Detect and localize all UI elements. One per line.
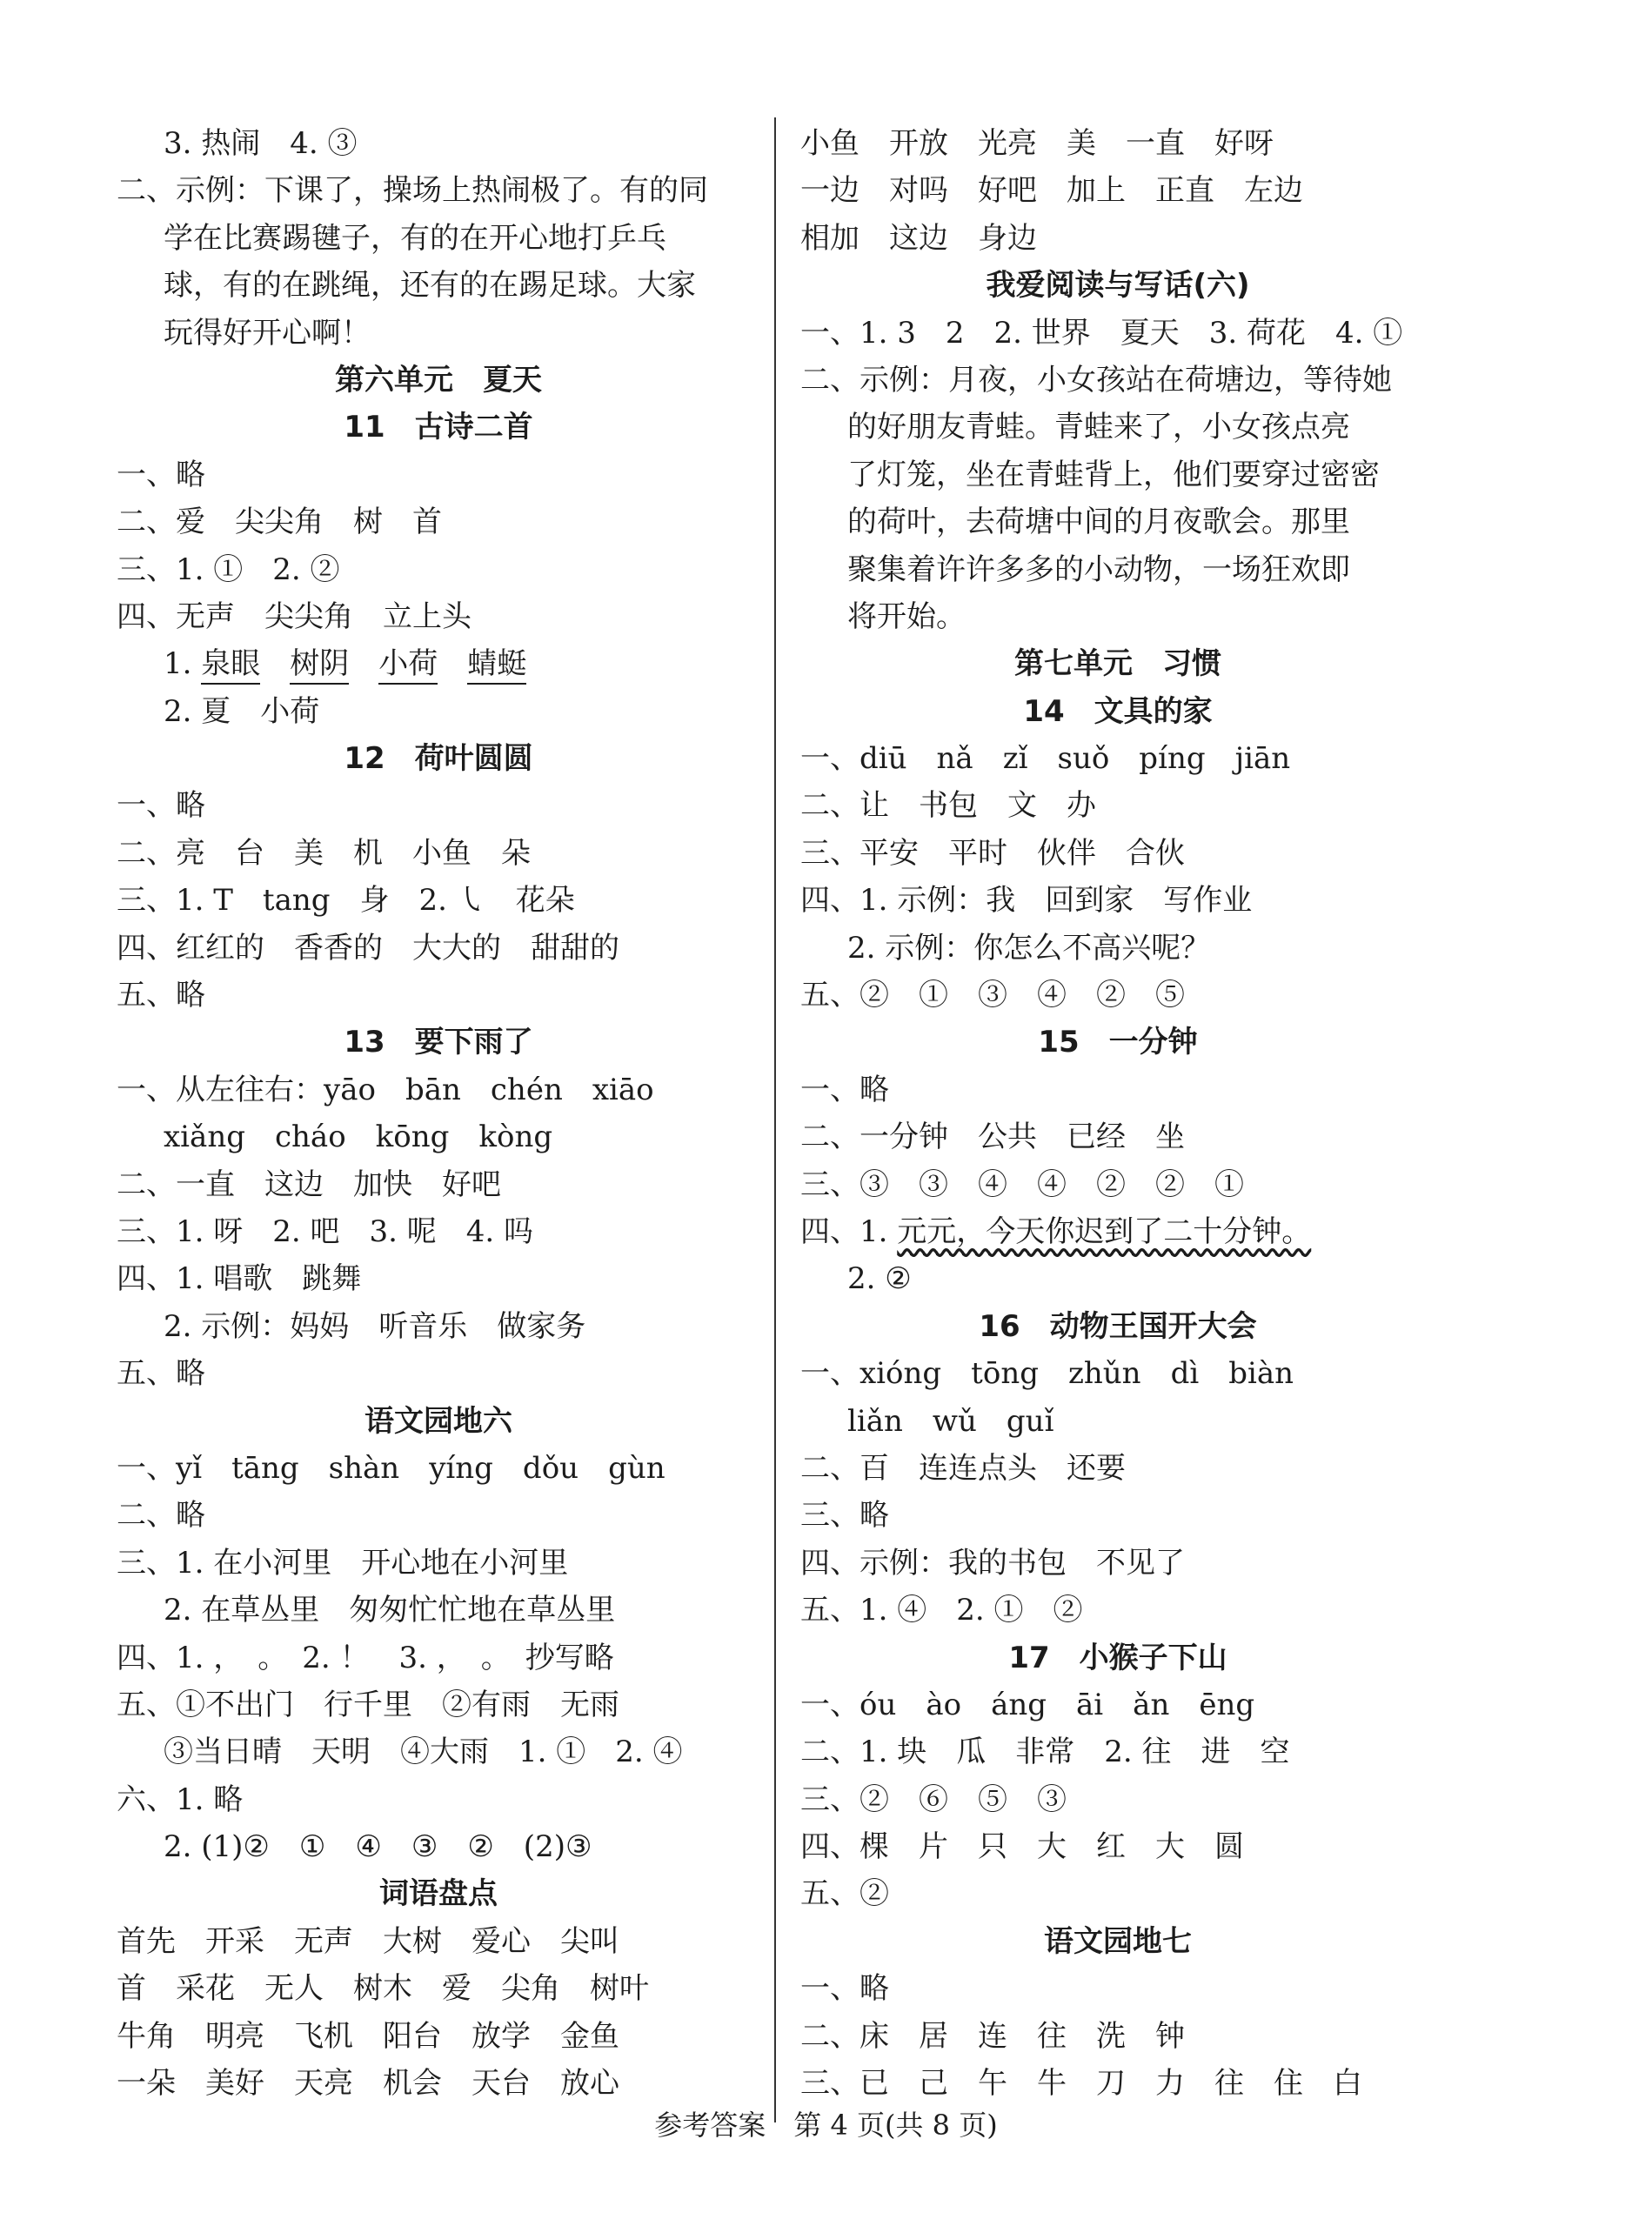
answer-line: 二、略 bbox=[117, 1498, 205, 1534]
answer-line: 五、② bbox=[800, 1876, 889, 1912]
answer-line: 三、② ⑥ ⑤ ③ bbox=[800, 1781, 1067, 1817]
answer-line: 二、示例：月夜，小女孩站在荷塘边，等待她 bbox=[800, 362, 1392, 398]
answer-line: 球，有的在跳绳，还有的在踢足球。大家 bbox=[164, 268, 696, 304]
answer-line: 相加 这边 身边 bbox=[800, 220, 1037, 256]
section-heading: 11 古诗二首 bbox=[344, 410, 533, 445]
answer-line: 一朵 美好 天亮 机会 天台 放心 bbox=[117, 2066, 619, 2102]
answer-line: 三、1. ① 2. ② bbox=[117, 551, 340, 587]
answer-line: 3. 热闹 4. ③ bbox=[164, 126, 358, 161]
answer-line: 三、1. 呀 2. 吧 3. 呢 4. 吗 bbox=[117, 1213, 533, 1249]
section-heading: 我爱阅读与写话(六) bbox=[986, 268, 1250, 304]
answer-line: 一边 对吗 好吧 加上 正直 左边 bbox=[800, 173, 1303, 209]
answer-line: 一、略 bbox=[800, 1971, 889, 2007]
answer-line: 四、红红的 香香的 大大的 甜甜的 bbox=[117, 930, 619, 966]
answer-line: ③当日晴 天明 ④大雨 1. ① 2. ④ bbox=[164, 1735, 683, 1770]
answer-line: 一、略 bbox=[117, 788, 205, 824]
answer-line: 二、一直 这边 加快 好吧 bbox=[117, 1166, 501, 1202]
answer-line: 首 采花 无人 树木 爱 尖角 树叶 bbox=[117, 1971, 649, 2007]
answer-line: 将开始。 bbox=[847, 598, 966, 634]
answer-line: 了灯笼，坐在青蛙背上，他们要穿过密密 bbox=[847, 457, 1380, 492]
answer-line: 四、1. ， 。 2. ！ 3. ， 。 抄写略 bbox=[117, 1640, 614, 1675]
section-heading: 14 文具的家 bbox=[1023, 693, 1213, 729]
answer-line: xiǎng cháo kōng kòng bbox=[164, 1120, 553, 1155]
answer-line: 二、床 居 连 往 洗 钟 bbox=[800, 2018, 1185, 2054]
answer-line: 一、略 bbox=[117, 457, 205, 492]
section-heading: 词语盘点 bbox=[379, 1876, 498, 1912]
answer-line: 四、1. 示例：我 回到家 写作业 bbox=[800, 883, 1253, 919]
answer-line: 的荷叶，去荷塘中间的月夜歌会。那里 bbox=[847, 505, 1350, 540]
underlined-word: 小荷 bbox=[378, 646, 438, 685]
answer-line: 三、已 己 午 牛 刀 力 往 住 白 bbox=[800, 2066, 1362, 2102]
answer-line: 二、让 书包 文 办 bbox=[800, 788, 1096, 824]
answer-line: 二、亮 台 美 机 小鱼 朵 bbox=[117, 835, 531, 871]
section-heading: 第六单元 夏天 bbox=[335, 362, 542, 398]
column-divider bbox=[774, 117, 776, 2122]
answer-line: 四、示例：我的书包 不见了 bbox=[800, 1545, 1185, 1581]
answer-line: 五、①不出门 行千里 ②有雨 无雨 bbox=[117, 1687, 619, 1722]
answer-line: 2. 夏 小荷 bbox=[164, 693, 320, 729]
answer-line: 四、无声 尖尖角 立上头 bbox=[117, 598, 472, 634]
answer-line: 三、1. 在小河里 开心地在小河里 bbox=[117, 1545, 569, 1581]
answer-prefix: 四、1. bbox=[800, 1213, 898, 1249]
answer-line: 一、略 bbox=[800, 1072, 889, 1107]
answer-line: 一、从左往右：yāo bān chén xiāo bbox=[117, 1072, 654, 1107]
answer-prefix: 1. bbox=[164, 646, 202, 682]
answer-line: 四、棵 片 只 大 红 大 圆 bbox=[800, 1829, 1244, 1865]
answer-line: 三、1. T tang 身 2. ㇂ 花朵 bbox=[117, 883, 575, 919]
section-heading: 语文园地六 bbox=[365, 1403, 512, 1439]
right-column bbox=[800, 120, 1435, 2107]
section-heading: 语文园地七 bbox=[1044, 1923, 1192, 1959]
answer-line: 牛角 明亮 飞机 阳台 放学 金鱼 bbox=[117, 2018, 619, 2054]
answer-line: liǎn wǔ guǐ bbox=[847, 1403, 1054, 1439]
answer-line: 五、② ① ③ ④ ② ⑤ bbox=[800, 978, 1185, 1013]
answer-line: 三、③ ③ ④ ④ ② ② ① bbox=[800, 1166, 1244, 1202]
answer-line: 二、示例：下课了，操场上热闹极了。有的同 bbox=[117, 173, 708, 209]
answer-line: 一、yǐ tāng shàn yíng dǒu gùn bbox=[117, 1450, 665, 1486]
answer-line: 五、略 bbox=[117, 1356, 205, 1392]
answer-line: 2. (1)② ① ④ ③ ② (2)③ bbox=[164, 1829, 592, 1865]
answer-line: 的好朋友青蛙。青蛙来了，小女孩点亮 bbox=[847, 410, 1350, 445]
answer-line bbox=[117, 640, 760, 687]
answer-line: 2. 示例：妈妈 听音乐 做家务 bbox=[164, 1308, 586, 1344]
answer-line: 二、爱 尖尖角 树 首 bbox=[117, 505, 442, 540]
answer-line bbox=[800, 1208, 1435, 1255]
answer-line: 五、略 bbox=[117, 978, 205, 1013]
answer-line: 一、1. 3 2 2. 世界 夏天 3. 荷花 4. ① bbox=[800, 315, 1403, 351]
answer-line: 玩得好开心啊！ bbox=[164, 315, 371, 351]
answer-line: 首先 开采 无声 大树 爱心 尖叫 bbox=[117, 1923, 619, 1959]
left-column bbox=[117, 120, 760, 2107]
answer-line: 小鱼 开放 光亮 美 一直 好呀 bbox=[800, 126, 1274, 161]
section-heading: 13 要下雨了 bbox=[344, 1025, 533, 1060]
section-heading: 15 一分钟 bbox=[1038, 1025, 1198, 1060]
wavy-underlined-sentence: 元元，今天你迟到了二十分钟。 bbox=[897, 1213, 1312, 1249]
underlined-word: 树阴 bbox=[290, 646, 349, 685]
answer-line: 2. 在草丛里 匆匆忙忙地在草丛里 bbox=[164, 1593, 616, 1628]
section-heading: 12 荷叶圆圆 bbox=[344, 741, 533, 777]
answer-line: 四、1. 唱歌 跳舞 bbox=[117, 1261, 362, 1297]
underlined-word: 泉眼 bbox=[201, 646, 260, 685]
answer-line: 一、diū nǎ zǐ suǒ píng jiān bbox=[800, 741, 1291, 777]
answer-line: 2. ② bbox=[847, 1261, 912, 1297]
answer-line: 五、1. ④ 2. ① ② bbox=[800, 1593, 1083, 1628]
answer-line: 二、1. 块 瓜 非常 2. 往 进 空 bbox=[800, 1735, 1290, 1770]
answer-line: 聚集着许许多多的小动物，一场狂欢即 bbox=[847, 551, 1350, 587]
section-heading: 16 动物王国开大会 bbox=[979, 1308, 1257, 1344]
answer-line: 一、óu ào áng āi ǎn ēng bbox=[800, 1687, 1255, 1722]
answer-line: 二、百 连连点头 还要 bbox=[800, 1450, 1126, 1486]
answer-line: 三、平安 平时 伙伴 合伙 bbox=[800, 835, 1185, 871]
answer-line: 学在比赛踢毽子，有的在开心地打乒乓 bbox=[164, 220, 666, 256]
answer-line: 三、略 bbox=[800, 1498, 889, 1534]
answer-line: 2. 示例：你怎么不高兴呢？ bbox=[847, 930, 1211, 966]
page-footer: 参考答案 第 4 页(共 8 页) bbox=[654, 2109, 998, 2142]
section-heading: 第七单元 习惯 bbox=[1014, 646, 1221, 682]
underlined-word: 蜻蜓 bbox=[467, 646, 526, 685]
answer-line: 二、一分钟 公共 已经 坐 bbox=[800, 1120, 1185, 1155]
answer-line: 一、xióng tōng zhǔn dì biàn bbox=[800, 1356, 1294, 1392]
section-heading: 17 小猴子下山 bbox=[1008, 1640, 1227, 1675]
answer-line: 六、1. 略 bbox=[117, 1781, 244, 1817]
